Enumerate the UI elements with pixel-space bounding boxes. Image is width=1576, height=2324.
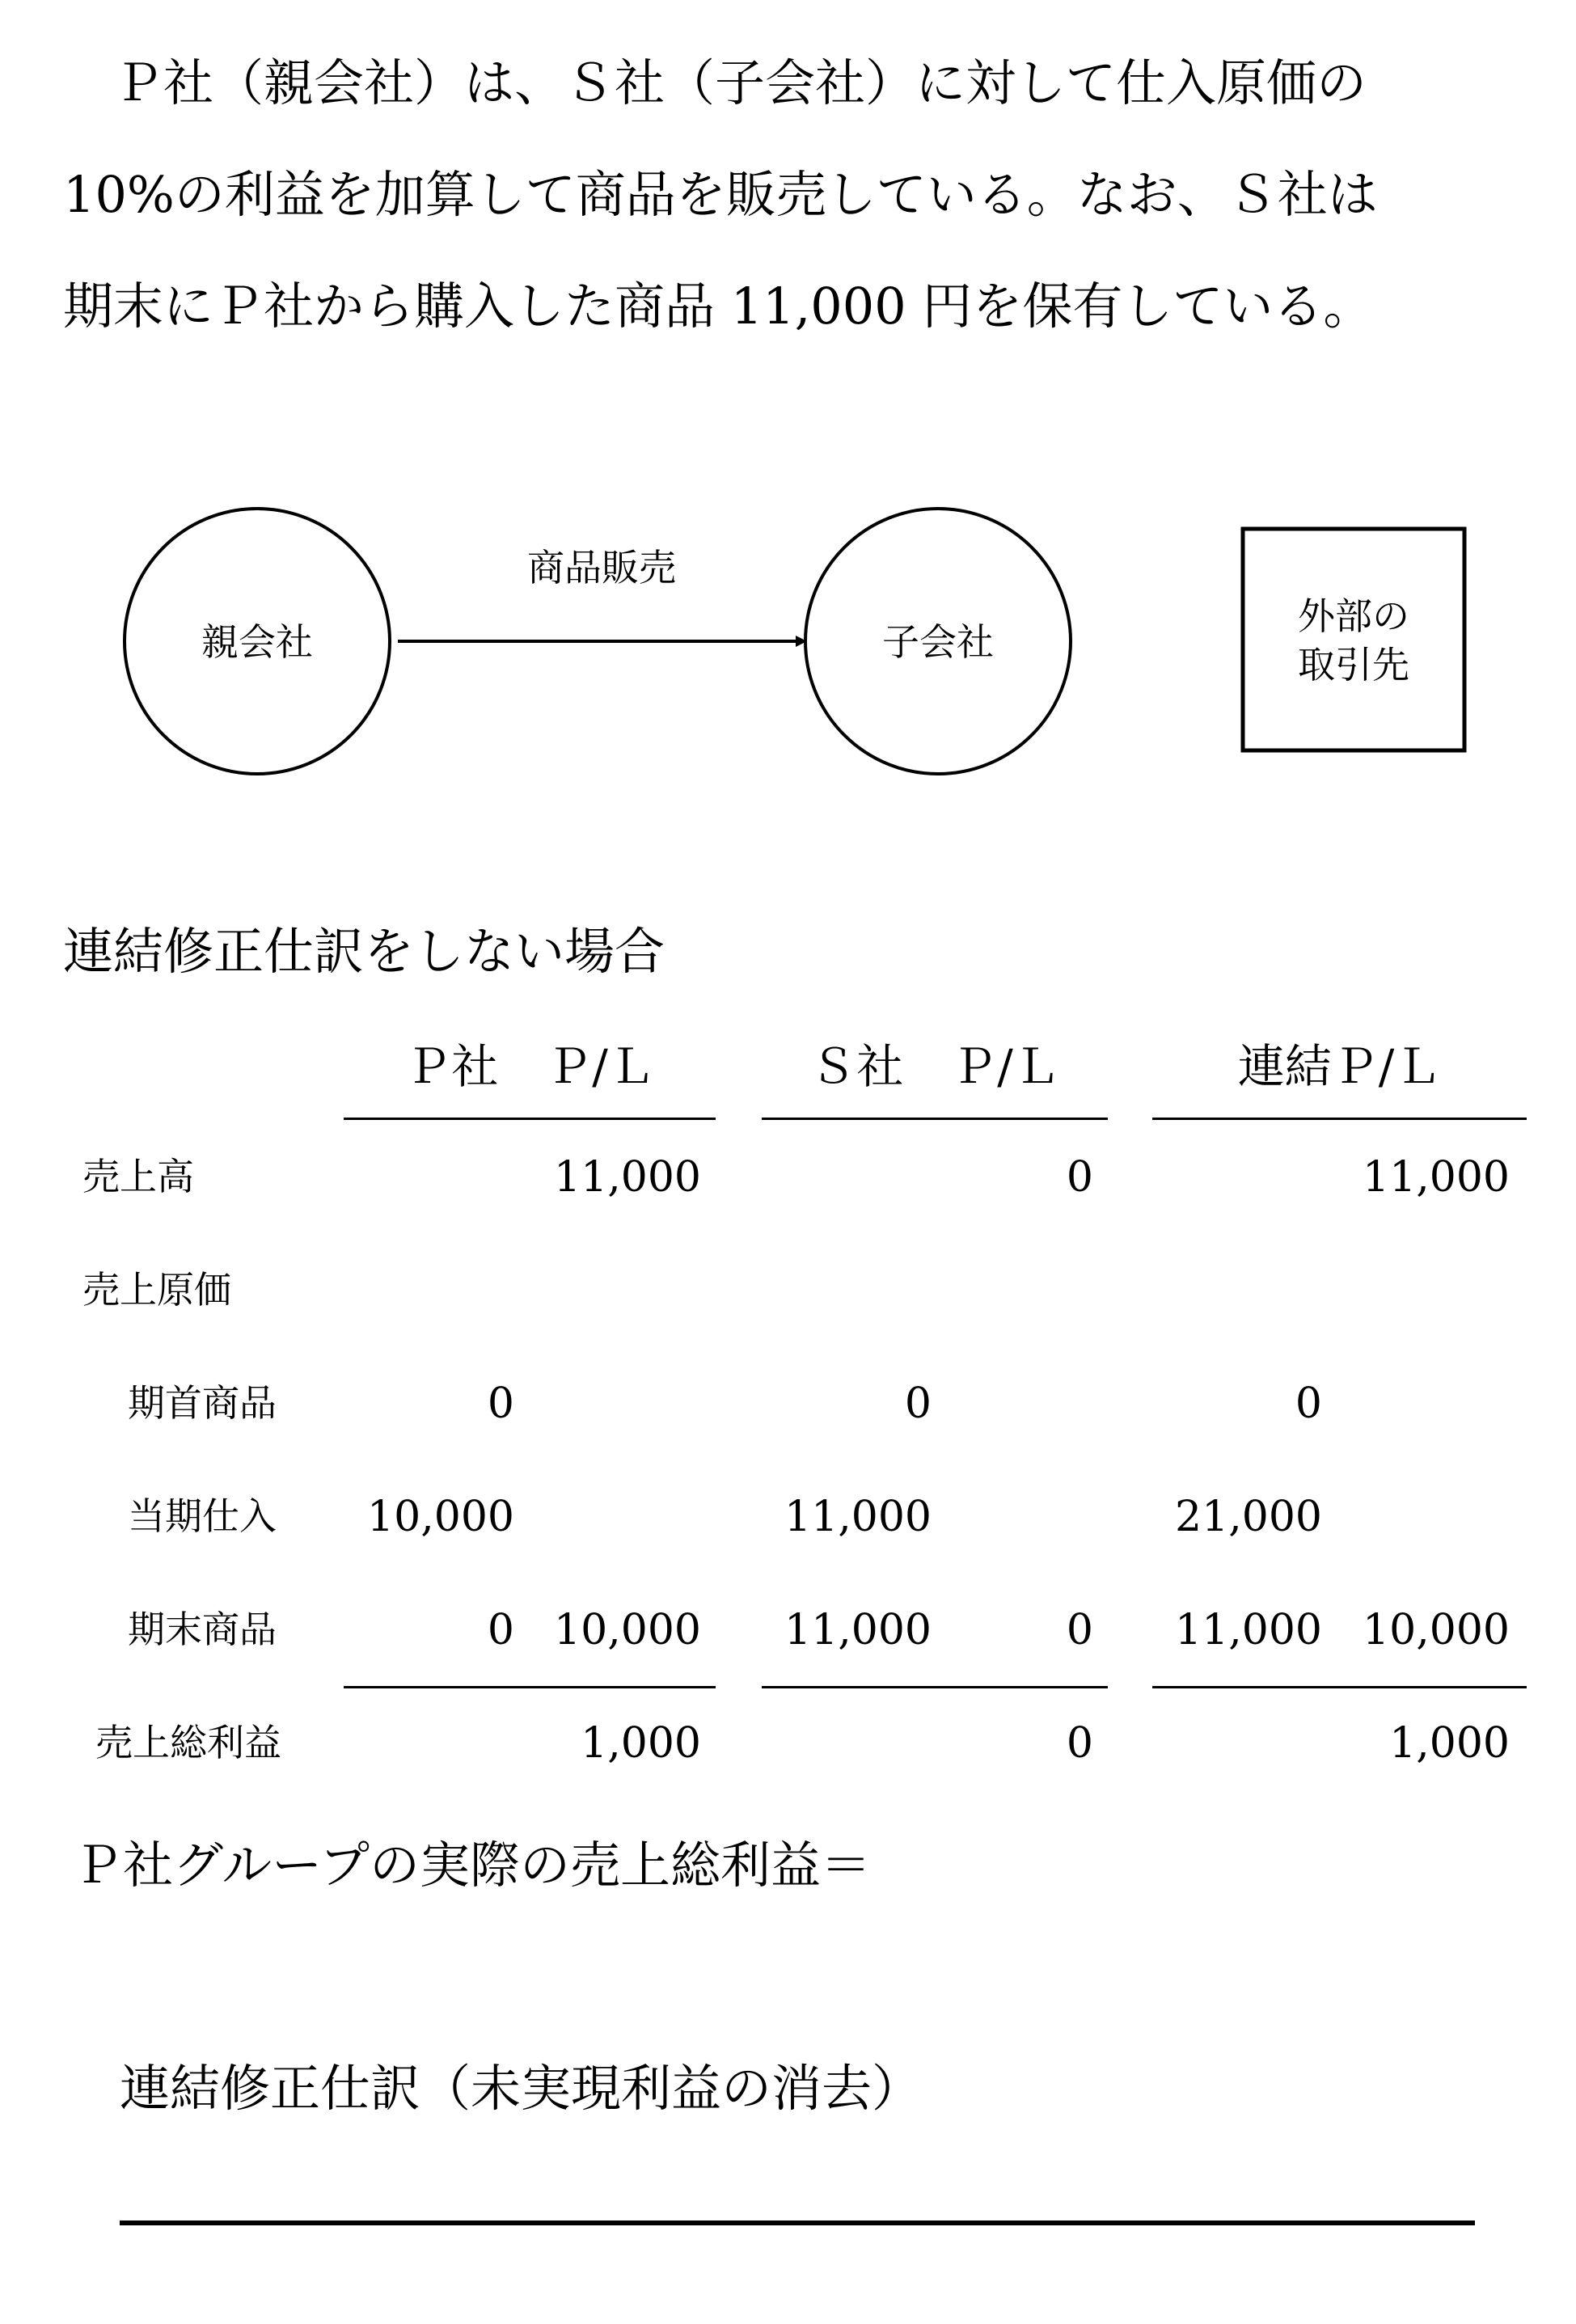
parent-company-label: 親会社 [201,620,313,664]
cell-purchases-s-inner: 11,000 [784,1493,932,1541]
intro-line-2: 10%の利益を加算して商品を販売している。なお、Ｓ社は [63,165,1378,224]
cell-sales-consolidated-outer: 11,000 [1363,1153,1510,1202]
row-label-sales: 売上高 [82,1155,194,1198]
cell-closing-s-inner: 11,000 [784,1606,932,1654]
section-title: 連結修正仕訳をしない場合 [63,922,665,981]
cell-purchases-p-inner: 10,000 [367,1493,514,1541]
external-party-label-line1: 外部の [1298,594,1409,638]
header-rule-p [344,1118,716,1120]
answer-line [120,2220,1475,2225]
cell-sales-s-outer: 0 [1066,1153,1093,1202]
row-label-cogs: 売上原価 [82,1268,231,1312]
cell-gross-p-outer: 1,000 [581,1719,701,1768]
adjustment-title: 連結修正仕訳（未実現利益の消去） [120,2059,923,2118]
row-label-purchases: 当期仕入 [128,1494,277,1538]
external-party-box [1243,529,1464,750]
transaction-diagram [0,0,1576,809]
row-label-closing-inventory: 期末商品 [128,1608,277,1651]
intro-line-3: 期末にＰ社から購入した商品 11,000 円を保有している。 [63,277,1374,336]
cell-closing-p-inner: 0 [487,1606,514,1654]
header-rule-s [762,1118,1108,1120]
header-s-pl: Ｓ社 Ｐ/Ｌ [809,1039,1060,1094]
cell-gross-consolidated-outer: 1,000 [1389,1719,1510,1768]
group-profit-label: Ｐ社グループの実際の売上総利益＝ [73,1836,872,1895]
header-consolidated-pl: 連結Ｐ/Ｌ [1237,1039,1442,1094]
subsidiary-label: 子会社 [882,620,994,664]
cell-opening-s-inner: 0 [904,1380,932,1428]
sales-arrow-label: 商品販売 [527,546,676,589]
cell-closing-p-outer: 10,000 [554,1606,701,1654]
header-rule-consolidated [1152,1118,1527,1120]
row-label-opening-inventory: 期首商品 [128,1381,277,1425]
subtotal-rule-consolidated [1152,1686,1527,1688]
subtotal-rule-s [762,1686,1108,1688]
cell-gross-s-outer: 0 [1066,1719,1093,1768]
cell-opening-p-inner: 0 [487,1380,514,1428]
external-party-label-line2: 取引先 [1298,643,1409,687]
cell-purchases-consolidated-inner: 21,000 [1175,1493,1322,1541]
intro-line-1: Ｐ社（親会社）は、Ｓ社（子会社）に対して仕入原価の [63,53,1367,112]
cell-closing-consolidated-outer: 10,000 [1363,1606,1510,1654]
header-p-pl: Ｐ社 Ｐ/Ｌ [404,1039,655,1094]
cell-closing-s-outer: 0 [1066,1606,1093,1654]
cell-opening-consolidated-inner: 0 [1295,1380,1322,1428]
cell-sales-p-outer: 11,000 [554,1153,701,1202]
row-label-gross-profit: 売上総利益 [95,1721,281,1764]
subtotal-rule-p [344,1686,716,1688]
cell-closing-consolidated-inner: 11,000 [1175,1606,1322,1654]
